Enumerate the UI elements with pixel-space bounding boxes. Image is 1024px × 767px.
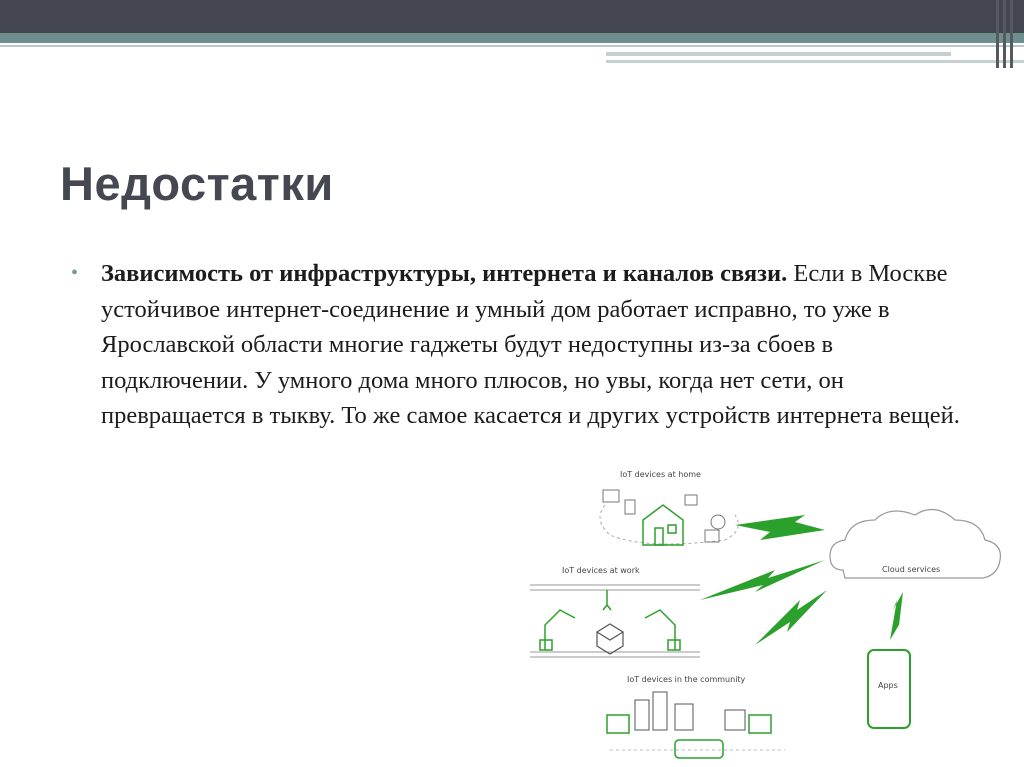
accent-line — [606, 52, 951, 56]
bullet-marker: • — [71, 262, 79, 284]
bullet-bold-text: Зависимость от инфраструктуры, интернета и каналов связи. — [101, 260, 788, 287]
home-devices-icon — [603, 490, 725, 542]
robot-arm-icon — [540, 590, 680, 650]
apps-label: Apps — [878, 681, 898, 690]
community-green-icon — [607, 715, 771, 758]
cloud-label: Cloud services — [882, 565, 941, 574]
corner-decoration — [1010, 0, 1013, 68]
slide-title: Недостатки — [60, 157, 334, 210]
work-label: IoT devices at work — [562, 566, 640, 575]
bullet-body-text: Если в Москве устойчивое интернет-соединение и умный дом работает исправно, то уже в Ярославской области многие гаджеты будут недоступны из-за сбоев в подключении. У умного дома много плюсов, но увы, когда нет сети, он превращается в тыкву. То же самое касается и других устройств интернета вещей. — [101, 260, 960, 429]
corner-decoration — [1003, 0, 1006, 68]
header-divider — [0, 45, 1024, 47]
corner-decoration — [996, 0, 999, 68]
community-label: IoT devices in the community — [627, 675, 746, 684]
house-icon — [643, 505, 683, 545]
lightning-icon — [755, 590, 827, 645]
lightning-icon — [735, 515, 825, 540]
package-icon — [597, 624, 623, 654]
top-header-bar — [0, 0, 1024, 33]
lightning-icon — [890, 592, 903, 640]
city-icon — [635, 692, 745, 730]
accent-line — [606, 60, 1024, 63]
home-label: IoT devices at home — [620, 470, 701, 479]
lightning-icon — [700, 560, 825, 600]
header-accent-stripe — [0, 33, 1024, 43]
iot-diagram — [525, 460, 1024, 767]
bullet-paragraph — [101, 256, 981, 434]
